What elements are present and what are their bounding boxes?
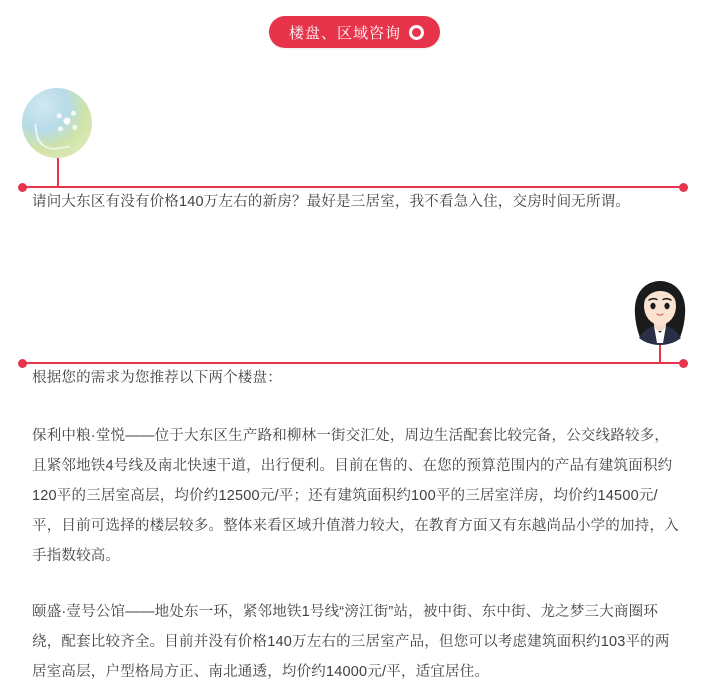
user-message-text: 请问大东区有没有价格140万左右的新房？最好是三居室，我不看急入住，交房时间无所谓。 (32, 194, 631, 210)
avatar-decoration-dandelion (54, 108, 80, 134)
user-connector-vertical (57, 158, 59, 187)
ring-circle-icon (409, 25, 424, 40)
user-connector-dot-left (18, 183, 27, 192)
agent-connector-dot-left (18, 359, 27, 368)
agent-avatar-illustration (625, 275, 695, 345)
section-badge (269, 16, 440, 48)
header-badge-container (0, 16, 709, 48)
agent-message-intro: 根据您的需求为您推荐以下两个楼盘： (32, 370, 282, 386)
agent-listing-2: 颐盛·壹号公馆——地处东一环，紧邻地铁1号线“滂江街”站，被中街、东中街、龙之梦三大商圈环绕，配套比较齐全。目前并没有价格140万左右的三居室产品，但您可以考虑建筑面积约103平的两居室高层，户型格局方正、南北通透，均价约14000元/平，适宜居住。 (32, 604, 670, 680)
agent-listing-1: 保利中粮·堂悦——位于大东区生产路和柳林一街交汇处，周边生活配套比较完备，公交线路较多，且紧邻地铁4号线及南北快速干道，出行便利。目前在售的、在您的预算范围内的产品有建筑面积约120平的三居室高层，均价约12500元/平；还有建筑面积约100平的三居室洋房，均价约14500元/平，目前可选择的楼层较多。整体来看区域升值潜力较大，在教育方面又有东越尚品小学的加持，入手指数较高。 (32, 428, 679, 564)
user-avatar (22, 88, 92, 158)
user-message (32, 187, 682, 217)
agent-avatar (625, 275, 695, 345)
agent-message (32, 363, 682, 687)
section-badge-label: 楼盘、区域咨询 (288, 24, 401, 42)
